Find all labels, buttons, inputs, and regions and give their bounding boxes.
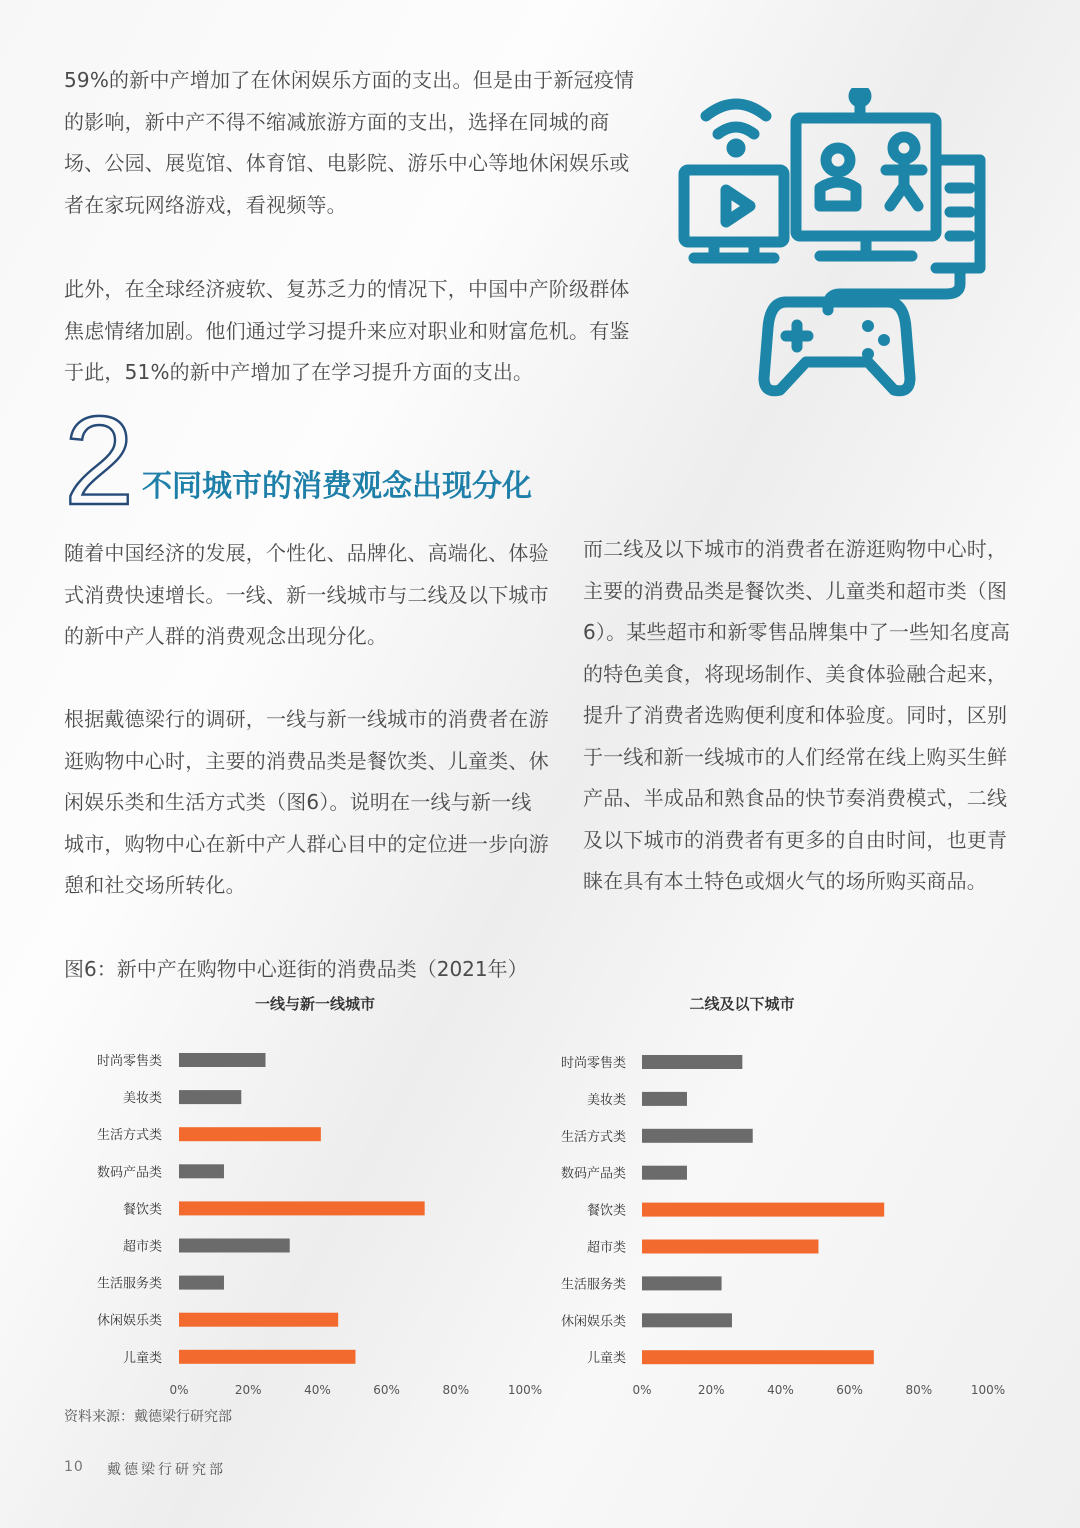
x-tick-label: 60%: [836, 1383, 863, 1397]
bar: [642, 1055, 742, 1069]
body-left-paragraph-1: 随着中国经济的发展，个性化、品牌化、高端化、体验式消费快速增长。一线、新一线城市与二线及以下城市的新中产人群的消费观念出现分化。: [64, 541, 549, 648]
category-label: 数码产品类: [560, 1166, 626, 1182]
x-tick-label: 80%: [905, 1383, 933, 1397]
chart-title: 二线及以下城市: [689, 995, 795, 1013]
body-left-paragraph-2: 根据戴德梁行的调研，一线与新一线城市的消费者在游逛购物中心时，主要的消费品类是餐饮类、儿童类、休闲娱乐类和生活方式类（图6）。说明在一线与新一线城市，购物中心在新中产人群心目中的定位进一步向游憩和社交场所转化。: [64, 707, 549, 897]
category-label: 生活服务类: [96, 1276, 162, 1292]
category-label: 生活方式类: [560, 1129, 626, 1145]
source-note: 资料来源：戴德梁行研究部: [64, 1409, 232, 1425]
bar: [179, 1201, 425, 1215]
bar: [642, 1129, 753, 1143]
category-label: 餐饮类: [122, 1202, 162, 1218]
category-label: 美妆类: [586, 1092, 626, 1108]
bar: [179, 1127, 321, 1141]
section-number: [62, 400, 142, 515]
category-label: 时尚零售类: [96, 1054, 162, 1069]
category-label: 休闲娱乐类: [560, 1314, 626, 1330]
figure-title: 图6：新中产在购物中心逛街的消费品类（2021年）: [64, 957, 528, 981]
bar: [642, 1276, 722, 1290]
svg-text:2: 2: [64, 400, 135, 515]
bar: [179, 1350, 355, 1364]
category-label: 生活方式类: [96, 1128, 162, 1144]
x-tick-label: 0%: [169, 1383, 189, 1397]
x-tick-label: 60%: [373, 1383, 400, 1397]
category-label: 数码产品类: [96, 1165, 162, 1181]
category-label: 餐饮类: [586, 1203, 626, 1219]
category-label: 超市类: [122, 1239, 162, 1255]
publisher-name: 戴德梁行研究部: [107, 1462, 226, 1478]
entertainment-icon: [670, 88, 1000, 408]
bar: [179, 1276, 224, 1290]
bar-charts: [0, 985, 1080, 1405]
bar: [642, 1092, 687, 1106]
section-heading: 不同城市的消费观念出现分化: [142, 469, 532, 504]
category-label: 儿童类: [122, 1350, 162, 1366]
intro-paragraph-1: 59%的新中产增加了在休闲娱乐方面的支出。但是由于新冠疫情的影响，新中产不得不缩减旅游方面的支出，选择在同城的商场、公园、展览馆、体育馆、电影院、游乐中心等地休闲娱乐或者在家玩网络游戏，看视频等。: [64, 68, 635, 217]
bar: [179, 1164, 224, 1178]
page-number: 10: [64, 1459, 84, 1475]
bar: [642, 1240, 818, 1254]
category-label: 时尚零售类: [560, 1056, 626, 1071]
category-label: 休闲娱乐类: [96, 1313, 162, 1329]
x-tick-label: 20%: [234, 1383, 262, 1397]
x-tick-label: 0%: [632, 1383, 652, 1397]
x-tick-label: 100%: [970, 1383, 1006, 1397]
category-label: 儿童类: [586, 1351, 626, 1367]
bar: [179, 1090, 241, 1104]
category-label: 美妆类: [122, 1091, 162, 1107]
x-tick-label: 40%: [304, 1383, 331, 1397]
category-label: 超市类: [586, 1240, 626, 1256]
x-tick-label: 20%: [697, 1383, 725, 1397]
chart-title: 一线与新一线城市: [254, 995, 376, 1013]
bar: [642, 1166, 687, 1180]
bar: [179, 1053, 266, 1067]
bar: [642, 1350, 874, 1364]
intro-paragraph-2: 此外，在全球经济疲软、复苏乏力的情况下，中国中产阶级群体焦虑情绪加剧。他们通过学习提升来应对职业和财富危机。有鉴于此，51%的新中产增加了在学习提升方面的支出。: [64, 277, 630, 384]
x-tick-label: 80%: [442, 1383, 470, 1397]
bar: [642, 1313, 732, 1327]
bar: [179, 1239, 290, 1253]
x-tick-label: 40%: [767, 1383, 794, 1397]
body-right-paragraph: 而二线及以下城市的消费者在游逛购物中心时，主要的消费品类是餐饮类、儿童类和超市类（图6）。某些超市和新零售品牌集中了一些知名度高的特色美食，将现场制作、美食体验融合起来，提升了消费者选购便利度和体验度。同时，区别于一线和新一线城市的人们经常在线上购买生鲜产品、半成品和熟食品的快节奏消费模式，二线及以下城市的消费者有更多的自由时间，也更青睐在具有本土特色或烟火气的场所购买商品。: [583, 537, 1011, 893]
x-tick-label: 100%: [507, 1383, 543, 1397]
category-label: 生活服务类: [560, 1277, 626, 1293]
bar: [179, 1313, 338, 1327]
bar: [642, 1203, 884, 1217]
